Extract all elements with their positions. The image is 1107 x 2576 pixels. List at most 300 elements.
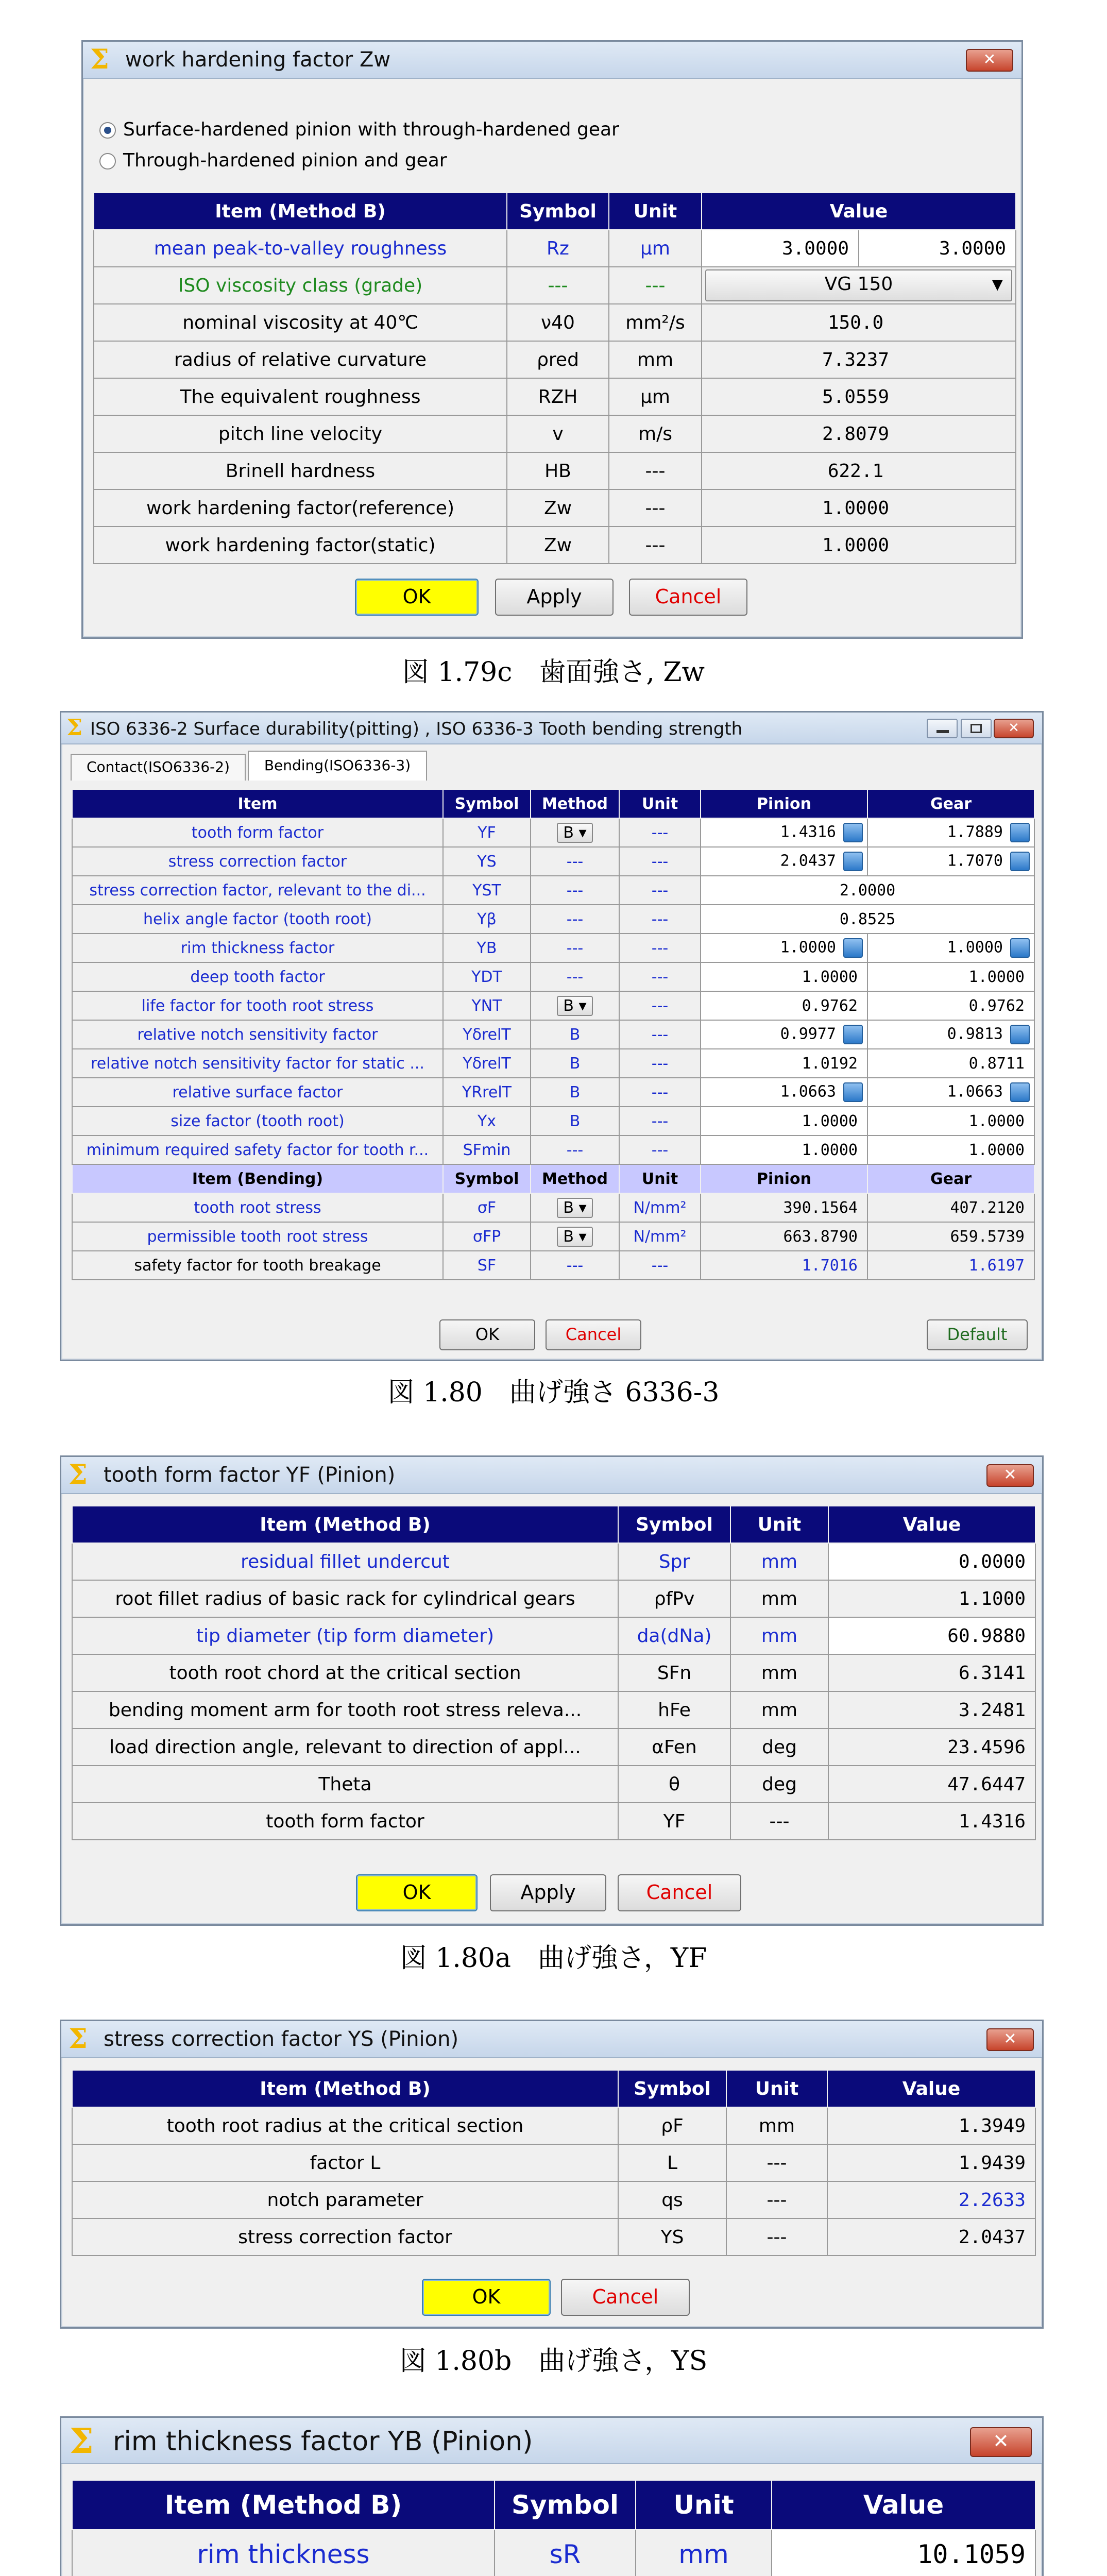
row-unit: --- (619, 991, 701, 1020)
row-method[interactable] (531, 1193, 619, 1222)
row-value: 1.1000 (828, 1580, 1035, 1617)
col-header-pinion: Pinion (701, 1164, 867, 1193)
tab-contact[interactable]: Contact(ISO6336-2) (71, 754, 246, 781)
row-item[interactable]: tip diameter (tip form diameter) (72, 1617, 618, 1654)
row-value: 3.2481 (828, 1691, 1035, 1728)
row-method (531, 962, 619, 991)
col-header-item: Item (Method B) (72, 2070, 618, 2107)
window-title: tooth form factor YF (Pinion) (104, 1463, 396, 1487)
apply-button[interactable]: Apply (490, 1874, 606, 1911)
pinion-value (701, 1049, 867, 1078)
row-symbol: Zw (507, 527, 609, 564)
row-item[interactable]: stress correction factor (72, 847, 443, 876)
detail-button[interactable] (1010, 1025, 1030, 1044)
row-symbol: Yx (443, 1107, 531, 1136)
row-unit: --- (609, 267, 702, 304)
close-button[interactable]: ✕ (970, 2427, 1032, 2457)
col-header-pinion: Pinion (701, 789, 867, 818)
row-symbol: θ (618, 1766, 730, 1803)
row-item: The equivalent roughness (94, 378, 507, 415)
col-header-unit: Unit (619, 789, 701, 818)
row-method (531, 905, 619, 934)
method-value: --- (566, 1256, 584, 1275)
zw-table (93, 192, 1016, 564)
value-text: 1.0192 (802, 1054, 858, 1073)
col-header-value: Value (828, 1506, 1035, 1543)
row-value: 5.0559 (702, 378, 1016, 415)
maximize-icon (970, 724, 982, 733)
row-item[interactable]: stress correction factor, relevant to the di... (72, 876, 443, 905)
row-unit: deg (730, 1728, 828, 1766)
yb-table (72, 2480, 1036, 2576)
value-text: 1.0000 (802, 1141, 858, 1159)
row-item: stress correction factor (72, 2218, 618, 2256)
default-button[interactable]: Default (927, 1319, 1028, 1350)
col-header-symbol: Symbol (443, 789, 531, 818)
row-value: 1.0000 (702, 489, 1016, 527)
col-header-value: Value (772, 2480, 1035, 2530)
row-unit: mm (730, 1654, 828, 1691)
row-unit: N/mm² (619, 1193, 701, 1222)
gear-value (867, 818, 1034, 847)
row-value: 2.2633 (827, 2181, 1035, 2218)
pinion-value (701, 1193, 867, 1222)
row-item[interactable]: rim thickness factor (72, 934, 443, 962)
method-select[interactable] (557, 996, 592, 1016)
row-item[interactable]: relative surface factor (72, 1078, 443, 1107)
value-text: 1.7016 (802, 1256, 858, 1275)
sigma-icon: Σ (69, 2023, 88, 2055)
ok-button[interactable]: OK (422, 2279, 551, 2316)
col-header-unit: Unit (609, 193, 702, 230)
row-value: 2.0437 (827, 2218, 1035, 2256)
row-symbol: YDT (443, 962, 531, 991)
pinion-value (701, 962, 867, 991)
detail-button[interactable] (843, 1082, 863, 1102)
row-unit: --- (609, 452, 702, 489)
pinion-value (701, 818, 867, 847)
chevron-down-icon: ▾ (573, 1198, 587, 1217)
gear-value (867, 1049, 1034, 1078)
chevron-down-icon: ▾ (573, 823, 587, 842)
detail-button[interactable] (843, 823, 863, 842)
row-item: work hardening factor(static) (94, 527, 507, 564)
row-unit: --- (619, 1020, 701, 1049)
gear-value (867, 934, 1034, 962)
row-item[interactable]: safety factor for tooth breakage (72, 1251, 443, 1280)
row-symbol: Spr (618, 1543, 730, 1580)
col-header-symbol: Symbol (618, 2070, 726, 2107)
value-text: 1.0663 (780, 1082, 836, 1101)
row-item[interactable]: tooth root stress (72, 1193, 443, 1222)
yf-window (60, 1455, 1044, 1926)
figure-caption: 図 1.79c 歯面強さ, Zw (402, 657, 705, 688)
row-item: nominal viscosity at 40℃ (94, 304, 507, 341)
value-text: 390.1564 (783, 1198, 858, 1217)
row-symbol: RZH (507, 378, 609, 415)
pinion-value (701, 1020, 867, 1049)
row-unit: --- (609, 489, 702, 527)
ok-button[interactable]: OK (439, 1319, 535, 1350)
row-symbol: YF (443, 818, 531, 847)
pinion-value (701, 1078, 867, 1107)
row-method (531, 1078, 619, 1107)
row-item: load direction angle, relevant to direction of appl... (72, 1728, 618, 1766)
pinion-value (701, 934, 867, 962)
method-value: --- (566, 1141, 584, 1159)
bending-window (60, 711, 1044, 1361)
gear-value (867, 1193, 1034, 1222)
value-text: 1.0000 (947, 938, 1003, 957)
row-item[interactable]: relative notch sensitivity factor for static ... (72, 1049, 443, 1078)
viscosity-grade-value: VG 150 (824, 274, 893, 295)
row-item[interactable]: minimum required safety factor for tooth r... (72, 1136, 443, 1164)
row-symbol: YδrelT (443, 1020, 531, 1049)
row-unit: deg (730, 1766, 828, 1803)
row-value: 6.3141 (828, 1654, 1035, 1691)
row-unit: --- (726, 2144, 827, 2181)
close-button[interactable]: ✕ (986, 2028, 1034, 2051)
col-header-item: Item (Method B) (72, 1506, 618, 1543)
method-value: B (563, 996, 574, 1015)
row-method (531, 934, 619, 962)
method-value: B (563, 823, 574, 842)
radio-surface-hardened[interactable] (99, 122, 116, 139)
col-header-unit: Unit (730, 1506, 828, 1543)
window-title: work hardening factor Zw (125, 48, 391, 72)
row-unit: mm (730, 1580, 828, 1617)
detail-button[interactable] (843, 1025, 863, 1044)
value-text: 1.0000 (968, 968, 1025, 986)
row-unit: --- (619, 934, 701, 962)
row-unit: mm (636, 2530, 772, 2576)
row-value: 1.0000 (702, 527, 1016, 564)
row-item: work hardening factor(reference) (94, 489, 507, 527)
value-text: 1.0663 (947, 1082, 1003, 1101)
row-item: pitch line velocity (94, 415, 507, 452)
row-symbol: Rz (507, 230, 609, 267)
value-text: 2.0437 (780, 852, 836, 870)
row-method (531, 1049, 619, 1078)
yf-table (72, 1505, 1036, 1840)
method-value: B (569, 1112, 581, 1130)
col-header-item-bending: Item (Bending) (72, 1164, 443, 1193)
row-symbol: YδrelT (443, 1049, 531, 1078)
close-button[interactable]: ✕ (966, 49, 1013, 72)
row-value: 1.9439 (827, 2144, 1035, 2181)
row-item: bending moment arm for tooth root stress releva... (72, 1691, 618, 1728)
row-item: root fillet radius of basic rack for cylindrical gears (72, 1580, 618, 1617)
cancel-button[interactable]: Cancel (629, 579, 747, 616)
pinion-value (701, 1136, 867, 1164)
row-symbol: da(dNa) (618, 1617, 730, 1654)
radio-through-hardened[interactable] (99, 153, 116, 170)
radio-label-surface-hardened: Surface-hardened pinion with through-hardened gear (123, 119, 619, 140)
value-text: 1.4316 (780, 823, 836, 841)
gear-value (867, 1078, 1034, 1107)
cancel-button[interactable]: Cancel (546, 1319, 641, 1350)
row-symbol: v (507, 415, 609, 452)
method-value: --- (566, 881, 584, 900)
row-symbol: L (618, 2144, 726, 2181)
row-symbol: YF (618, 1803, 730, 1840)
pinion-value (701, 1222, 867, 1251)
method-select[interactable] (557, 823, 592, 843)
row-item[interactable]: life factor for tooth root stress (72, 991, 443, 1020)
row-item: ISO viscosity class (grade) (94, 267, 507, 304)
sigma-icon: Σ (69, 1459, 88, 1490)
row-symbol: αFen (618, 1728, 730, 1766)
bending-table (72, 789, 1035, 1280)
col-header-symbol: Symbol (618, 1506, 730, 1543)
row-item: factor L (72, 2144, 618, 2181)
col-header-method: Method (531, 789, 619, 818)
row-unit: --- (619, 962, 701, 991)
row-symbol: HB (507, 452, 609, 489)
row-method (531, 1251, 619, 1280)
figure-caption: 図 1.80b 曲げ強さ，YS (399, 2346, 708, 2377)
row-method (531, 1020, 619, 1049)
row-unit: --- (726, 2181, 827, 2218)
value-input-gear[interactable]: 3.0000 (859, 230, 1016, 267)
value-text: 1.7070 (947, 852, 1003, 870)
col-header-item: Item (72, 789, 443, 818)
row-item: tooth root chord at the critical section (72, 1654, 618, 1691)
row-value-shared: 2.0000 (701, 876, 1034, 905)
row-item[interactable]: mean peak-to-valley roughness (94, 230, 507, 267)
col-header-unit: Unit (636, 2480, 772, 2530)
col-header-item: Item (Method B) (72, 2480, 495, 2530)
row-unit: μm (609, 230, 702, 267)
value-text: 663.8790 (783, 1227, 858, 1246)
row-unit: --- (619, 1078, 701, 1107)
ok-button[interactable]: OK (356, 1874, 478, 1911)
row-unit: --- (726, 2218, 827, 2256)
row-symbol: sR (495, 2530, 636, 2576)
row-value-shared: 0.8525 (701, 905, 1034, 934)
row-unit: mm (730, 1543, 828, 1580)
row-unit: --- (619, 1107, 701, 1136)
row-item[interactable]: relative notch sensitivity factor (72, 1020, 443, 1049)
row-unit: N/mm² (619, 1222, 701, 1251)
method-value: B (569, 1054, 581, 1073)
row-symbol: Zw (507, 489, 609, 527)
detail-button[interactable] (1010, 1082, 1030, 1102)
row-unit: mm (730, 1617, 828, 1654)
method-select[interactable] (557, 1227, 592, 1247)
detail-button[interactable] (843, 852, 863, 871)
row-item: notch parameter (72, 2181, 618, 2218)
row-method[interactable] (531, 991, 619, 1020)
minimize-icon (936, 730, 949, 733)
chevron-down-icon: ▼ (992, 276, 1003, 293)
gear-value (867, 847, 1034, 876)
viscosity-grade-select[interactable] (702, 267, 1016, 304)
method-value: B (569, 1083, 581, 1101)
row-item[interactable]: deep tooth factor (72, 962, 443, 991)
window-title: rim thickness factor YB (Pinion) (113, 2426, 533, 2457)
row-method (531, 847, 619, 876)
row-symbol: SFn (618, 1654, 730, 1691)
row-unit: mm (609, 341, 702, 378)
gear-value (867, 1222, 1034, 1251)
row-unit: mm²/s (609, 304, 702, 341)
close-button[interactable]: ✕ (986, 1464, 1034, 1487)
figure-caption: 図 1.80 曲げ強さ 6336-3 (387, 1377, 720, 1408)
row-value: 47.6447 (828, 1766, 1035, 1803)
row-unit: --- (619, 818, 701, 847)
figure-caption: 図 1.80a 曲げ強さ，YF (400, 1943, 707, 1974)
method-value: --- (566, 939, 584, 957)
row-item[interactable]: rim thickness (72, 2530, 495, 2576)
row-symbol: qs (618, 2181, 726, 2218)
pinion-value (701, 991, 867, 1020)
bending-titlebar (61, 713, 1042, 744)
value-text: 1.0000 (802, 1112, 858, 1130)
col-header-symbol: Symbol (507, 193, 609, 230)
gear-value (867, 991, 1034, 1020)
sigma-icon: Σ (90, 44, 109, 75)
row-symbol: ρred (507, 341, 609, 378)
row-method[interactable] (531, 1222, 619, 1251)
row-unit: --- (609, 527, 702, 564)
ys-window (60, 2020, 1044, 2329)
col-header-unit: Unit (619, 1164, 701, 1193)
value-text: 1.7889 (947, 823, 1003, 841)
value-text: 0.8711 (968, 1054, 1025, 1073)
col-header-gear: Gear (867, 1164, 1034, 1193)
value-text: 1.0000 (968, 1112, 1025, 1130)
method-value: --- (566, 910, 584, 928)
pinion-value (701, 847, 867, 876)
row-unit: --- (619, 876, 701, 905)
close-button[interactable]: ✕ (994, 719, 1034, 738)
zw-titlebar (83, 42, 1021, 79)
pinion-value (701, 1251, 867, 1280)
value-text: 407.2120 (950, 1198, 1025, 1217)
pinion-value (701, 1107, 867, 1136)
value-input[interactable]: 0.0000 (828, 1543, 1035, 1580)
ok-button[interactable]: OK (355, 579, 479, 616)
yf-titlebar (61, 1457, 1042, 1494)
value-text: 0.9762 (802, 996, 858, 1015)
method-value: --- (566, 852, 584, 871)
ys-titlebar (61, 2021, 1042, 2058)
row-symbol: YRrelT (443, 1078, 531, 1107)
row-item[interactable]: residual fillet undercut (72, 1543, 618, 1580)
detail-button[interactable] (1010, 852, 1030, 871)
zw-window (81, 40, 1023, 639)
row-item[interactable]: permissible tooth root stress (72, 1222, 443, 1251)
gear-value (867, 1251, 1034, 1280)
col-header-value: Value (827, 2070, 1035, 2107)
value-text: 1.0000 (802, 968, 858, 986)
row-symbol: SFmin (443, 1136, 531, 1164)
yb-window (60, 2416, 1044, 2576)
value-text: 659.5739 (950, 1227, 1025, 1246)
row-symbol: Yβ (443, 905, 531, 934)
row-unit: --- (619, 1251, 701, 1280)
row-value: 1.3949 (827, 2107, 1035, 2144)
value-input[interactable]: 10.1059 (772, 2530, 1035, 2576)
method-value: B (563, 1198, 574, 1217)
method-value: B (569, 1025, 581, 1044)
row-unit: --- (619, 847, 701, 876)
row-unit: μm (609, 378, 702, 415)
row-item[interactable]: helix angle factor (tooth root) (72, 905, 443, 934)
row-symbol: hFe (618, 1691, 730, 1728)
detail-button[interactable] (1010, 823, 1030, 842)
tab-bending[interactable]: Bending(ISO6336-3) (248, 751, 427, 781)
row-unit: m/s (609, 415, 702, 452)
method-select[interactable] (557, 1198, 592, 1218)
detail-button[interactable] (1010, 938, 1030, 958)
chevron-down-icon: ▾ (573, 996, 587, 1015)
row-symbol: ν40 (507, 304, 609, 341)
value-input-pinion[interactable]: 3.0000 (702, 230, 859, 267)
minimize-button[interactable] (927, 719, 958, 738)
row-symbol: YS (618, 2218, 726, 2256)
yb-titlebar (61, 2418, 1042, 2464)
row-symbol: ρfPv (618, 1580, 730, 1617)
row-item: tooth root radius at the critical section (72, 2107, 618, 2144)
row-method (531, 1107, 619, 1136)
method-value: --- (566, 968, 584, 986)
radio-label-through-hardened: Through-hardened pinion and gear (123, 150, 447, 171)
sigma-icon: Σ (70, 2421, 94, 2461)
col-header-gear: Gear (867, 789, 1034, 818)
row-method (531, 876, 619, 905)
window-title: ISO 6336-2 Surface durability(pitting) , ISO 6336-3 Tooth bending strength (90, 719, 743, 739)
col-header-item: Item (Method B) (94, 193, 507, 230)
row-unit: --- (619, 1049, 701, 1078)
row-item[interactable]: tooth form factor (72, 818, 443, 847)
row-unit: mm (730, 1691, 828, 1728)
gear-value (867, 1136, 1034, 1164)
col-header-unit: Unit (726, 2070, 827, 2107)
row-method[interactable] (531, 818, 619, 847)
apply-button[interactable]: Apply (495, 579, 614, 616)
row-unit: --- (619, 1136, 701, 1164)
row-value: 7.3237 (702, 341, 1016, 378)
row-value: 2.8079 (702, 415, 1016, 452)
row-method (531, 1136, 619, 1164)
detail-button[interactable] (843, 938, 863, 958)
row-value: 1.4316 (828, 1803, 1035, 1840)
row-item: radius of relative curvature (94, 341, 507, 378)
value-text: 1.0000 (968, 1141, 1025, 1159)
cancel-button[interactable]: Cancel (561, 2279, 690, 2316)
row-symbol: SF (443, 1251, 531, 1280)
value-input[interactable]: 60.9880 (828, 1617, 1035, 1654)
row-symbol: YS (443, 847, 531, 876)
maximize-button[interactable] (961, 719, 992, 738)
row-item[interactable]: size factor (tooth root) (72, 1107, 443, 1136)
row-symbol: --- (507, 267, 609, 304)
row-unit: --- (730, 1803, 828, 1840)
row-symbol: YB (443, 934, 531, 962)
col-header-method: Method (531, 1164, 619, 1193)
row-item: tooth form factor (72, 1803, 618, 1840)
value-text: 0.9762 (968, 996, 1025, 1015)
row-item: Brinell hardness (94, 452, 507, 489)
row-value: 150.0 (702, 304, 1016, 341)
value-text: 1.6197 (968, 1256, 1025, 1275)
col-header-value: Value (702, 193, 1016, 230)
cancel-button[interactable]: Cancel (618, 1874, 741, 1911)
gear-value (867, 1107, 1034, 1136)
chevron-down-icon: ▾ (573, 1227, 587, 1246)
